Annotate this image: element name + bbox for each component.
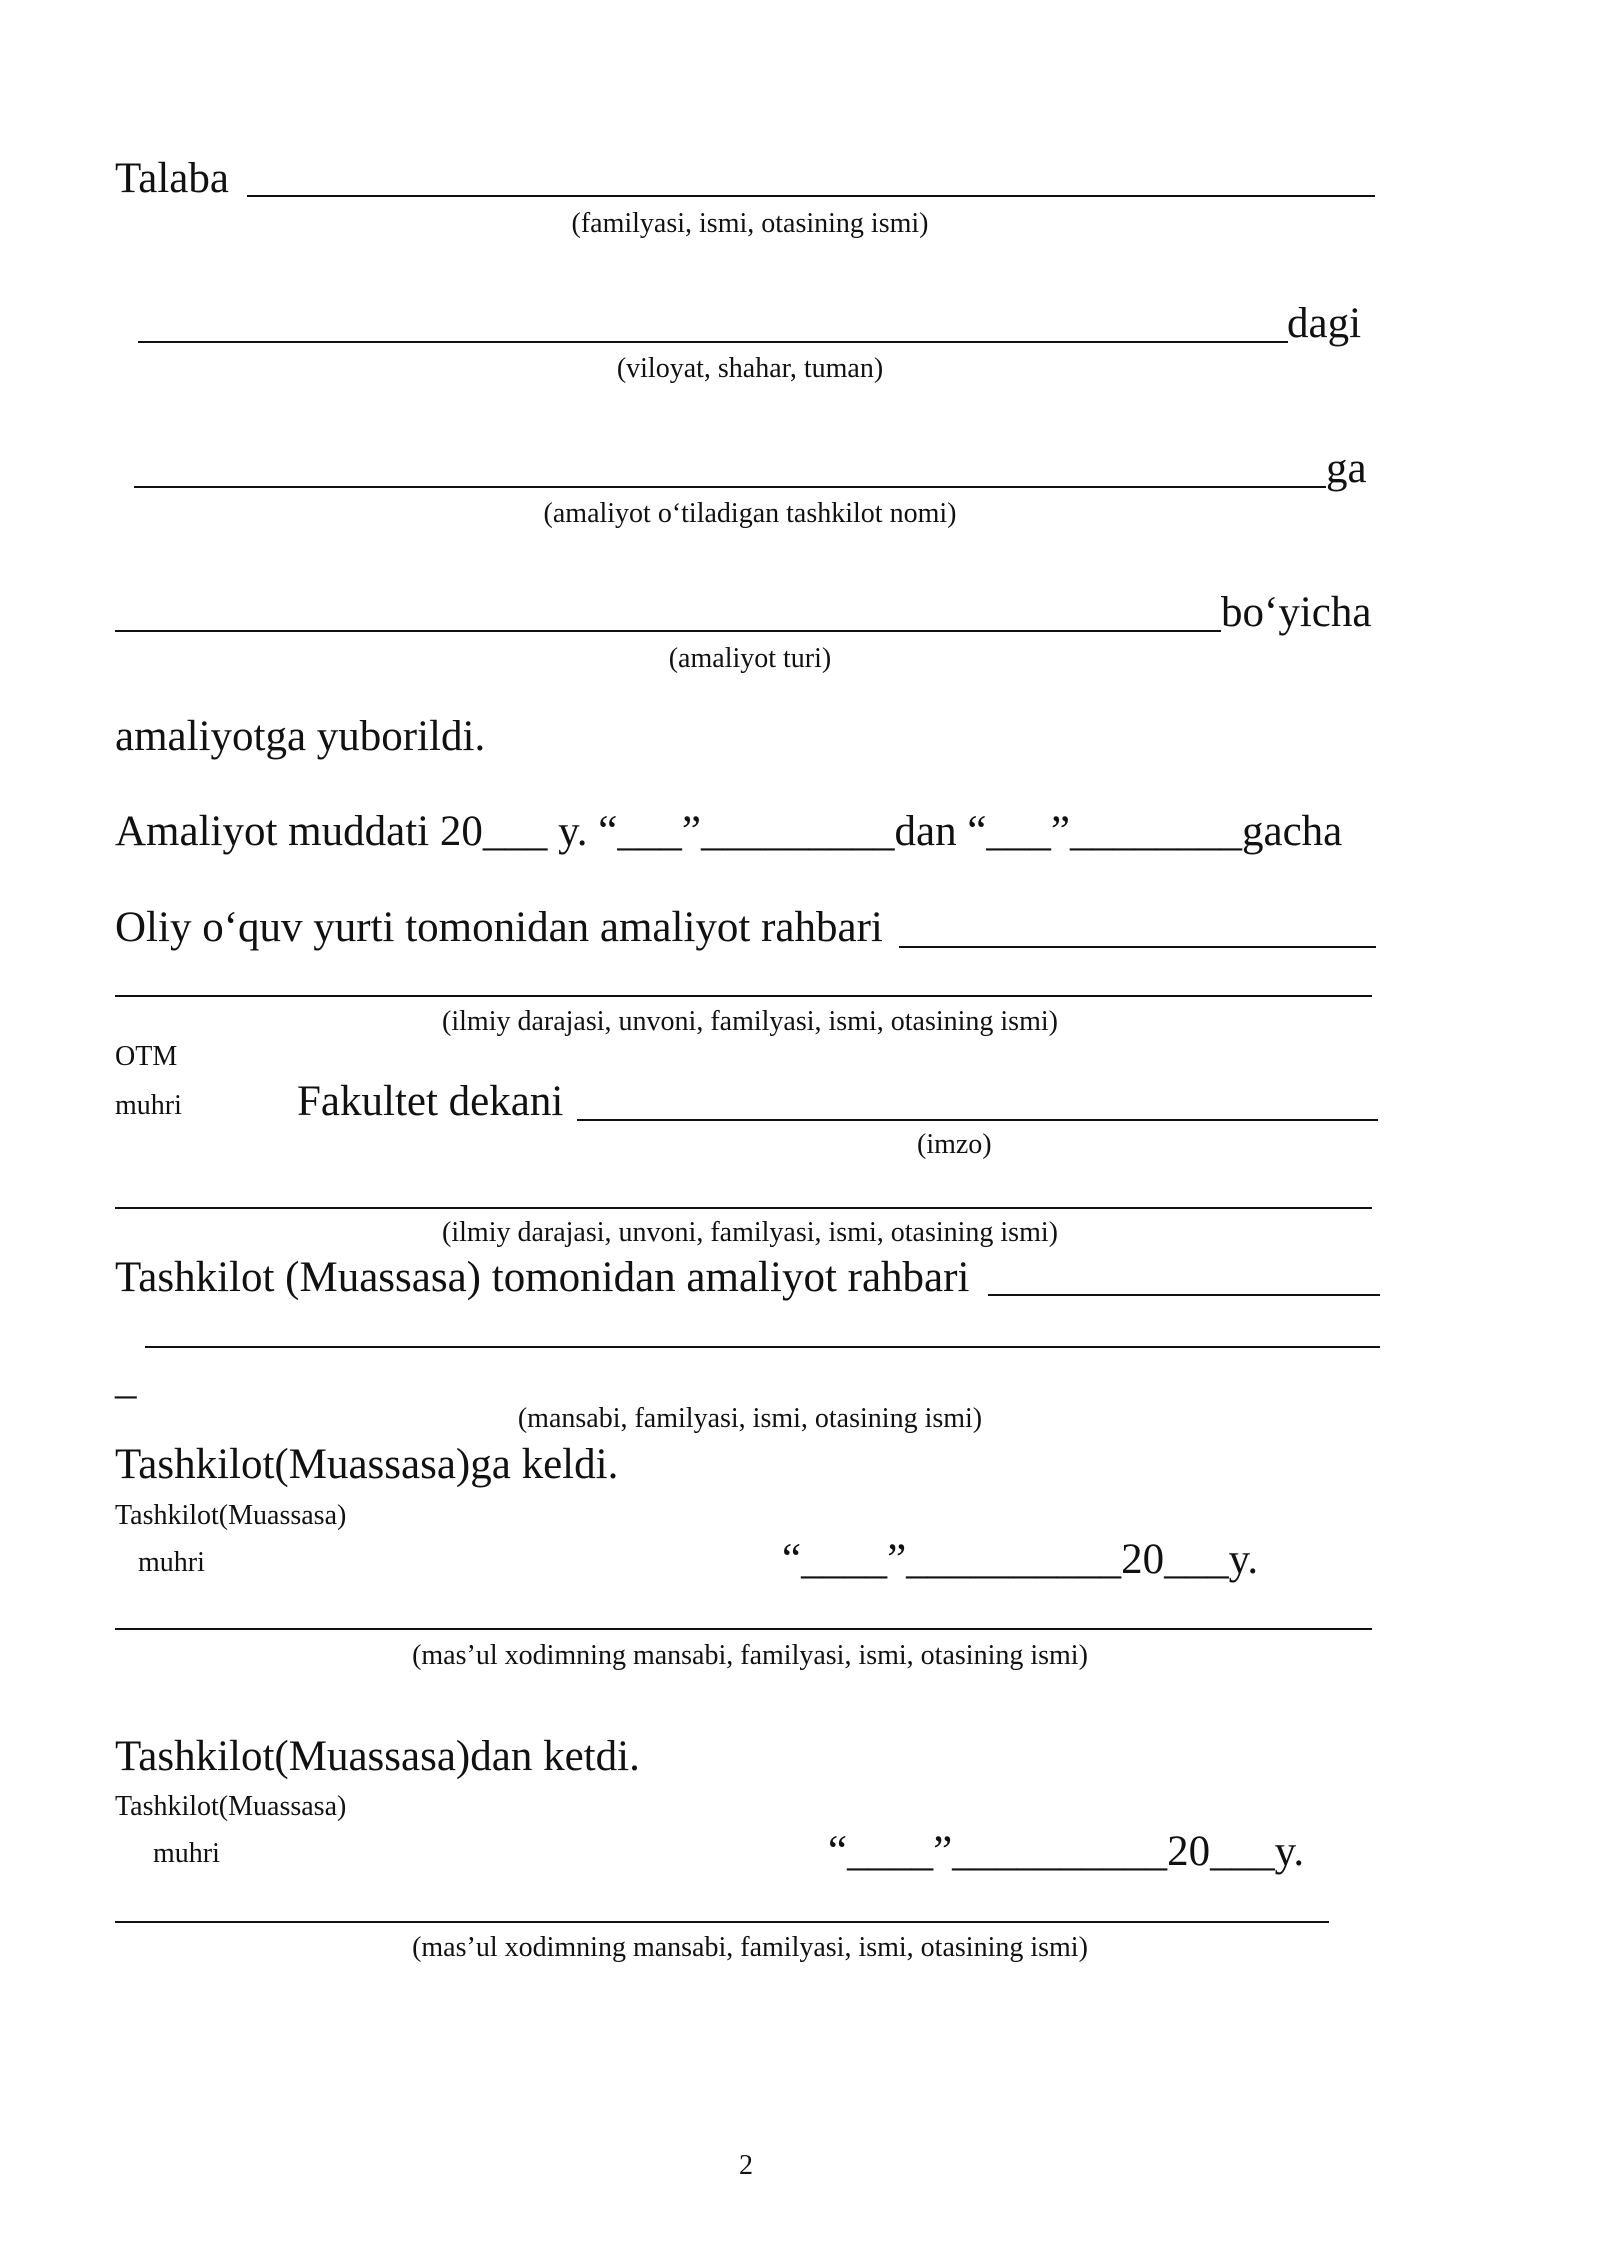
org-supervisor-caption: (mansabi, familyasi, ismi, otasining ismi) bbox=[517, 1403, 983, 1434]
arrived-seal-label-2: muhri bbox=[138, 1547, 205, 1578]
arrived-officer-line[interactable] bbox=[115, 1628, 1372, 1630]
uni-supervisor-line-2[interactable] bbox=[115, 995, 1372, 997]
arrived-title: Tashkilot(Muassasa)ga keldi. bbox=[115, 1441, 619, 1488]
practice-type-line[interactable] bbox=[115, 630, 1221, 632]
uni-supervisor-label: Oliy o‘quv yurti tomonidan amaliyot rahbari bbox=[115, 904, 883, 951]
org-supervisor-dash: _ bbox=[115, 1356, 137, 1403]
departed-seal-label-2: muhri bbox=[153, 1838, 220, 1869]
uni-supervisor-line-1[interactable] bbox=[899, 946, 1376, 948]
otm-seal-label: OTM bbox=[115, 1041, 178, 1072]
arrived-seal-label: Tashkilot(Muassasa) bbox=[115, 1500, 347, 1531]
org-supervisor-label: Tashkilot (Muassasa) tomonidan amaliyot rahbari bbox=[115, 1254, 970, 1301]
organization-line[interactable] bbox=[134, 486, 1326, 488]
otm-seal-label-2: muhri bbox=[115, 1090, 182, 1121]
organization-suffix: ga bbox=[1326, 445, 1367, 492]
student-name-line[interactable] bbox=[247, 195, 1375, 197]
practice-type-caption: (amaliyot turi) bbox=[668, 643, 832, 674]
student-label: Talaba bbox=[115, 155, 229, 202]
departed-officer-line[interactable] bbox=[115, 1921, 1329, 1923]
region-line[interactable] bbox=[138, 341, 1288, 343]
arrived-date[interactable]: “____”__________20___y. bbox=[782, 1536, 1259, 1583]
dean-name-line[interactable] bbox=[115, 1207, 1372, 1209]
student-caption: (familyasi, ismi, otasining ismi) bbox=[571, 208, 929, 239]
practice-type-suffix: bo‘yicha bbox=[1221, 589, 1372, 636]
departed-seal-label: Tashkilot(Muassasa) bbox=[115, 1791, 347, 1822]
departed-title: Tashkilot(Muassasa)dan ketdi. bbox=[115, 1733, 640, 1780]
org-supervisor-line-2[interactable] bbox=[145, 1346, 1380, 1348]
dean-signature-caption: (imzo) bbox=[917, 1129, 992, 1160]
org-supervisor-line-1[interactable] bbox=[988, 1294, 1380, 1296]
dean-signature-line[interactable] bbox=[577, 1119, 1378, 1121]
uni-supervisor-caption: (ilmiy darajasi, unvoni, familyasi, ismi, otasining ismi) bbox=[442, 1006, 1058, 1037]
departed-caption: (mas’ul xodimning mansabi, familyasi, ismi, otasining ismi) bbox=[412, 1932, 1088, 1963]
departed-date[interactable]: “____”__________20___y. bbox=[828, 1828, 1305, 1875]
organization-caption: (amaliyot o‘tiladigan tashkilot nomi) bbox=[543, 498, 957, 529]
arrived-caption: (mas’ul xodimning mansabi, familyasi, ismi, otasining ismi) bbox=[412, 1640, 1088, 1671]
duration-line[interactable]: Amaliyot muddati 20___ y. “___”_________dan “___”________gacha bbox=[115, 808, 1343, 855]
region-suffix: dagi bbox=[1287, 300, 1362, 347]
page-number: 2 bbox=[739, 2150, 753, 2181]
dean-label: Fakultet dekani bbox=[297, 1078, 564, 1125]
sent-statement: amaliyotga yuborildi. bbox=[115, 713, 486, 760]
dean-caption: (ilmiy darajasi, unvoni, familyasi, ismi, otasining ismi) bbox=[442, 1217, 1058, 1248]
region-caption: (viloyat, shahar, tuman) bbox=[616, 353, 884, 384]
